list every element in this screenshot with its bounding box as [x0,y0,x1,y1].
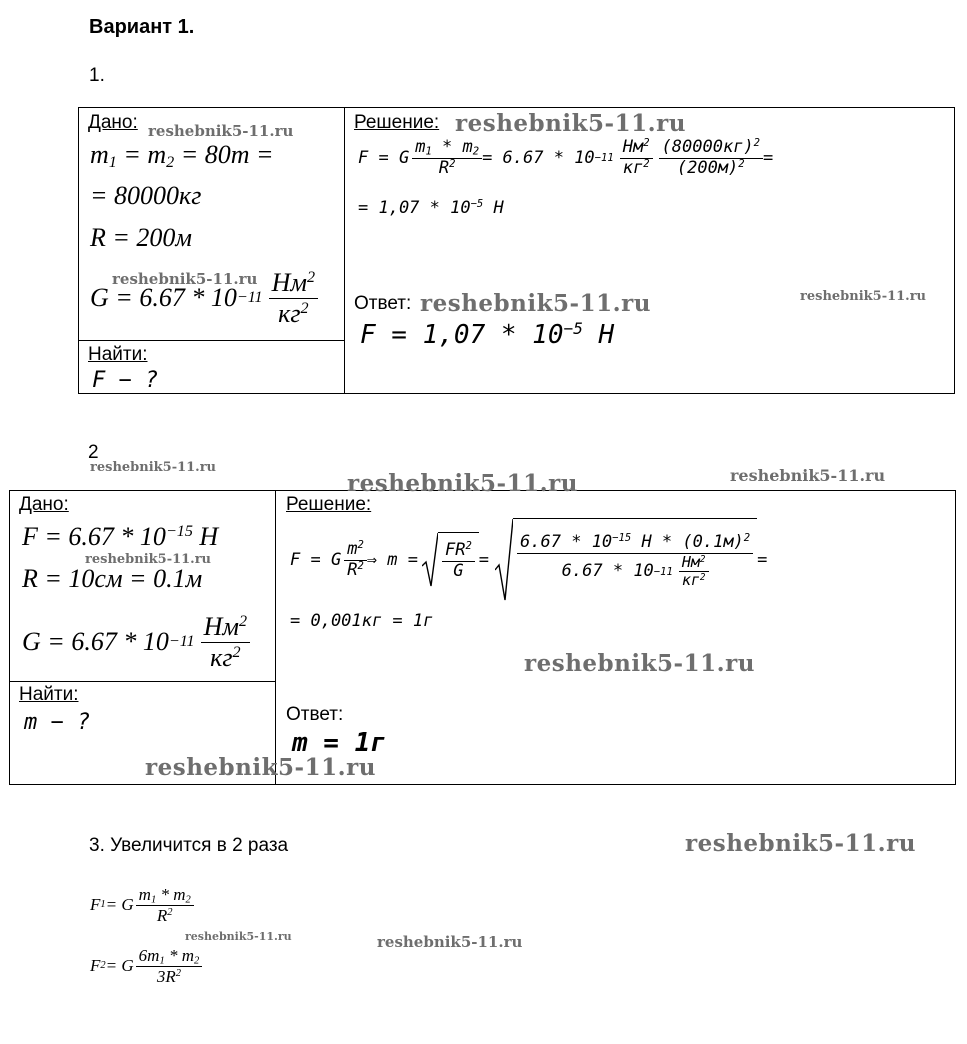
watermark: reshebnik5-11.ru [455,110,686,137]
watermark: reshebnik5-11.ru [145,754,376,781]
problem-number-2: 2 [88,442,99,463]
answer-value: $F = 1,07 * 10^{-5}$ Н [360,319,615,350]
watermark: reshebnik5-11.ru [420,290,651,317]
given-distance-2: R = 10см = 0.1м [22,564,203,593]
find-unknown-2: m − ? [24,710,91,735]
given-gravitational-constant-2: G = 6.67 * 10 −11 $\frac{Нм^2}{кг^2}$ [22,612,250,673]
watermark: reshebnik5-11.ru [347,470,578,497]
watermark: reshebnik5-11.ru [800,289,927,304]
answer-value-2: m = 1г [292,728,386,758]
problem-number-1: 1. [89,65,105,86]
solution-formula: F = G $\frac{m_1 * m_2}{R^2}$ = 6.67 * 10 −11 $\frac{Нм^2}{кг^2}$ $\frac{(80000кг)^2}{(200м)^2}$ = [358,137,774,178]
watermark: reshebnik5-11.ru [85,552,212,567]
given-mass-kg: = 80000кг [90,181,202,210]
page-title: Вариант 1. [89,16,195,38]
problem-3-title: 3. Увеличится в 2 раза [89,835,289,856]
solution-label-2: Решение: [286,494,372,515]
given-gravitational-constant: G = 6.67 * 10 −11 $\frac{Нм^2}{кг^2}$ [90,268,318,329]
given-label: Дано: [88,112,138,133]
watermark: reshebnik5-11.ru [185,930,292,943]
solution-result-2: = 0,001кг = 1г [290,611,434,631]
watermark: reshebnik5-11.ru [377,933,523,951]
watermark: reshebnik5-11.ru [730,466,886,485]
find-label-2: Найти: [19,684,79,705]
formula-f1: F 1 = G $\frac{m_1 * m_2}{R^2}$ [90,885,194,925]
answer-label-2: Ответ: [286,704,344,725]
given-label-2: Дано: [19,494,69,515]
watermark: reshebnik5-11.ru [90,460,217,475]
solution-result: = $1,07 * 10^{-5}$ Н [358,198,504,218]
given-distance: R = 200м [90,223,193,252]
solution-label: Решение: [354,112,440,133]
given-masses: $m_1 = m_2 = 80т$ = [90,140,274,172]
find-label: Найти: [88,344,148,365]
find-unknown: F − ? [92,368,159,393]
watermark: reshebnik5-11.ru [685,830,916,857]
watermark: reshebnik5-11.ru [148,122,294,140]
formula-f2: F 2 = G $\frac{6m_1 * m_2}{3R^2}$ [90,946,202,986]
watermark: reshebnik5-11.ru [112,270,258,288]
watermark: reshebnik5-11.ru [524,650,755,677]
given-force: $F = 6.67 * 10^{-15}$ Н [22,522,219,551]
solution-formula-2: F = G $\frac{m^2}{R^2}$ ⇒ m = $\frac{FR^2}{G}$ = $6.67 * 10^{-15}$ Н * $(0.1м)^2$ 6.67 * 10 −11 $\frac{Нм^2}{кг^2}$ = [290,518,767,602]
answer-label: Ответ: [354,293,412,314]
